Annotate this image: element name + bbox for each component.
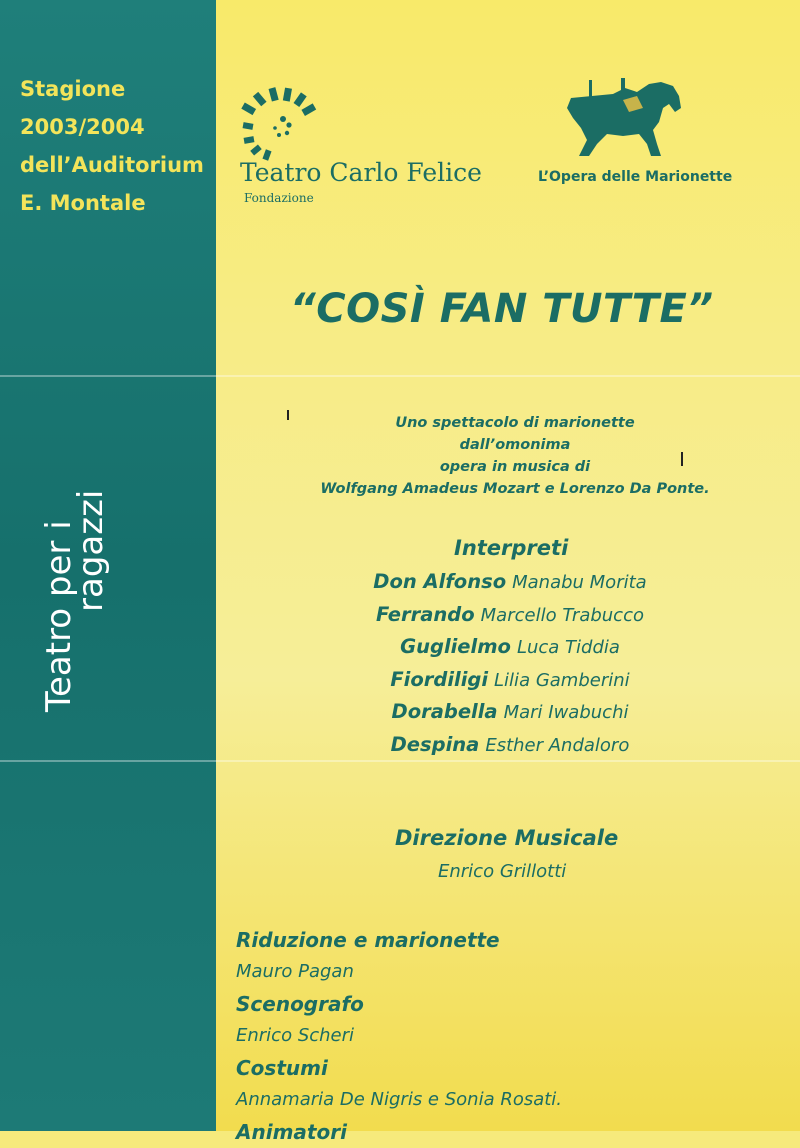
cast-role: Despina xyxy=(390,732,480,756)
music-direction-heading: Direzione Musicale xyxy=(395,826,619,850)
description-line: Uno spettacolo di marionette xyxy=(395,415,635,431)
music-director-name: Enrico Grillotti xyxy=(438,861,567,882)
description-line: opera in musica di xyxy=(439,459,591,475)
show-description xyxy=(300,412,730,500)
cast-row xyxy=(340,631,680,664)
description-line: dall’omonima xyxy=(459,437,571,453)
cast-row xyxy=(340,729,680,762)
credit-heading: Scenografo xyxy=(236,992,364,1016)
print-speck xyxy=(287,410,289,420)
cast-performer: Mari Iwabuchi xyxy=(503,702,629,723)
cast-role: Dorabella xyxy=(391,700,498,723)
fold-line xyxy=(0,375,800,377)
credit-name: Mauro Pagan xyxy=(236,961,354,982)
opera-marionette-name: L’Opera delle Marionette xyxy=(538,169,733,185)
cast-row xyxy=(340,566,680,599)
credit-name: Annamaria De Nigris e Sonia Rosati. xyxy=(236,1089,563,1110)
cast-performer: Manabu Morita xyxy=(512,572,647,593)
vertical-title xyxy=(38,490,112,712)
cast-role: Guglielmo xyxy=(400,635,511,658)
cast-performer: Marcello Trabucco xyxy=(480,604,644,626)
season-info xyxy=(20,70,204,222)
vertical-title-line: ragazzi xyxy=(71,489,111,612)
vertical-title-line: Teatro per i xyxy=(39,520,79,712)
print-speck xyxy=(681,452,683,466)
season-line: Stagione xyxy=(20,77,126,101)
credit-name: Enrico Scheri xyxy=(236,1025,355,1046)
season-line: 2003/2004 xyxy=(20,115,145,139)
cast-row xyxy=(340,664,680,697)
teatro-subtitle: Fondazione xyxy=(244,191,314,205)
credit-heading: Costumi xyxy=(236,1056,328,1080)
cast-performer: Lilia Gamberini xyxy=(494,669,630,691)
cast-role: Fiordiligi xyxy=(390,667,489,691)
credits-list xyxy=(236,924,776,1148)
cast-performer: Luca Tiddia xyxy=(516,637,620,658)
horse-marionette-icon xyxy=(563,78,693,160)
teatro-name: Teatro Carlo Felice xyxy=(240,158,482,187)
cast-list xyxy=(340,566,680,761)
cast-row xyxy=(340,599,680,632)
credit-heading: Riduzione e marionette xyxy=(236,928,500,952)
credit-heading: Animatori xyxy=(236,1120,347,1144)
cast-role: Ferrando xyxy=(375,602,475,626)
cast-performer: Esther Andaloro xyxy=(485,734,630,756)
season-line: dell’Auditorium xyxy=(20,153,204,177)
description-line: Wolfgang Amadeus Mozart e Lorenzo Da Ponte. xyxy=(320,481,710,497)
cast-role: Don Alfonso xyxy=(373,570,507,593)
season-line: E. Montale xyxy=(20,191,146,215)
show-title: “COSÌ FAN TUTTE” xyxy=(290,286,714,332)
cast-row xyxy=(340,696,680,729)
cast-heading: Interpreti xyxy=(454,536,569,560)
